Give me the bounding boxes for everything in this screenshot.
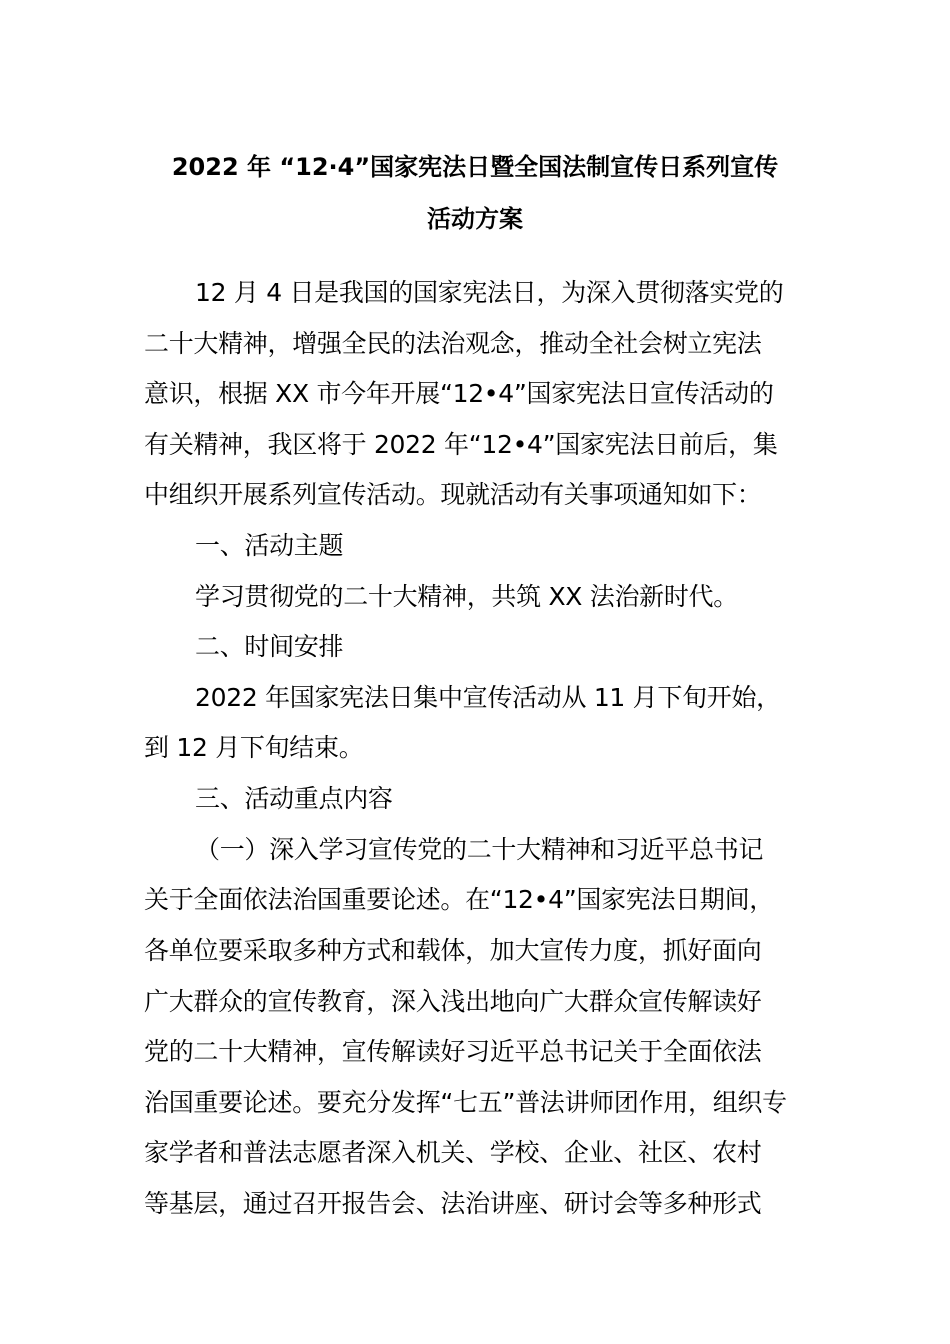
- paragraph-line: 各单位要采取多种方式和载体，加大宣传力度，抓好面向: [144, 936, 762, 965]
- paragraph-line: （一）深入学习宣传党的二十大精神和习近平总书记: [195, 835, 764, 864]
- paragraph-line: 关于全面依法治国重要论述。在“12•4”国家宪法日期间，: [144, 885, 774, 914]
- paragraph-line: 学习贯彻党的二十大精神，共筑 XX 法治新时代。: [195, 582, 738, 611]
- paragraph-line: 到 12 月下旬结束。: [144, 733, 364, 762]
- paragraph-line: 治国重要论述。要充分发挥“七五”普法讲师团作用，组织专: [144, 1088, 787, 1117]
- paragraph-line: 有关精神，我区将于 2022 年“12•4”国家宪法日前后，集: [144, 430, 778, 459]
- section-heading: 一、活动主题: [195, 531, 344, 560]
- paragraph-line: 家学者和普法志愿者深入机关、学校、企业、社区、农村: [144, 1138, 762, 1167]
- paragraph-line: 中组织开展系列宣传活动。现就活动有关事项通知如下：: [144, 480, 762, 509]
- paragraph-line: 广大群众的宣传教育，深入浅出地向广大群众宣传解读好: [144, 987, 762, 1016]
- document-title-line-2: 活动方案: [427, 205, 523, 233]
- document-title-line-1: 2022 年 “12·4”国家宪法日暨全国法制宣传日系列宣传: [171, 153, 779, 181]
- paragraph-line: 2022 年国家宪法日集中宣传活动从 11 月下旬开始，: [195, 683, 781, 712]
- paragraph-line: 12 月 4 日是我国的国家宪法日，为深入贯彻落实党的: [195, 278, 784, 307]
- section-heading: 二、时间安排: [195, 632, 344, 661]
- paragraph-line: 意识，根据 XX 市今年开展“12•4”国家宪法日宣传活动的: [144, 379, 774, 408]
- section-heading: 三、活动重点内容: [195, 784, 393, 813]
- paragraph-line: 等基层，通过召开报告会、法治讲座、研讨会等多种形式: [144, 1189, 762, 1218]
- paragraph-line: 党的二十大精神，宣传解读好习近平总书记关于全面依法: [144, 1037, 762, 1066]
- paragraph-line: 二十大精神，增强全民的法治观念，推动全社会树立宪法: [144, 329, 762, 358]
